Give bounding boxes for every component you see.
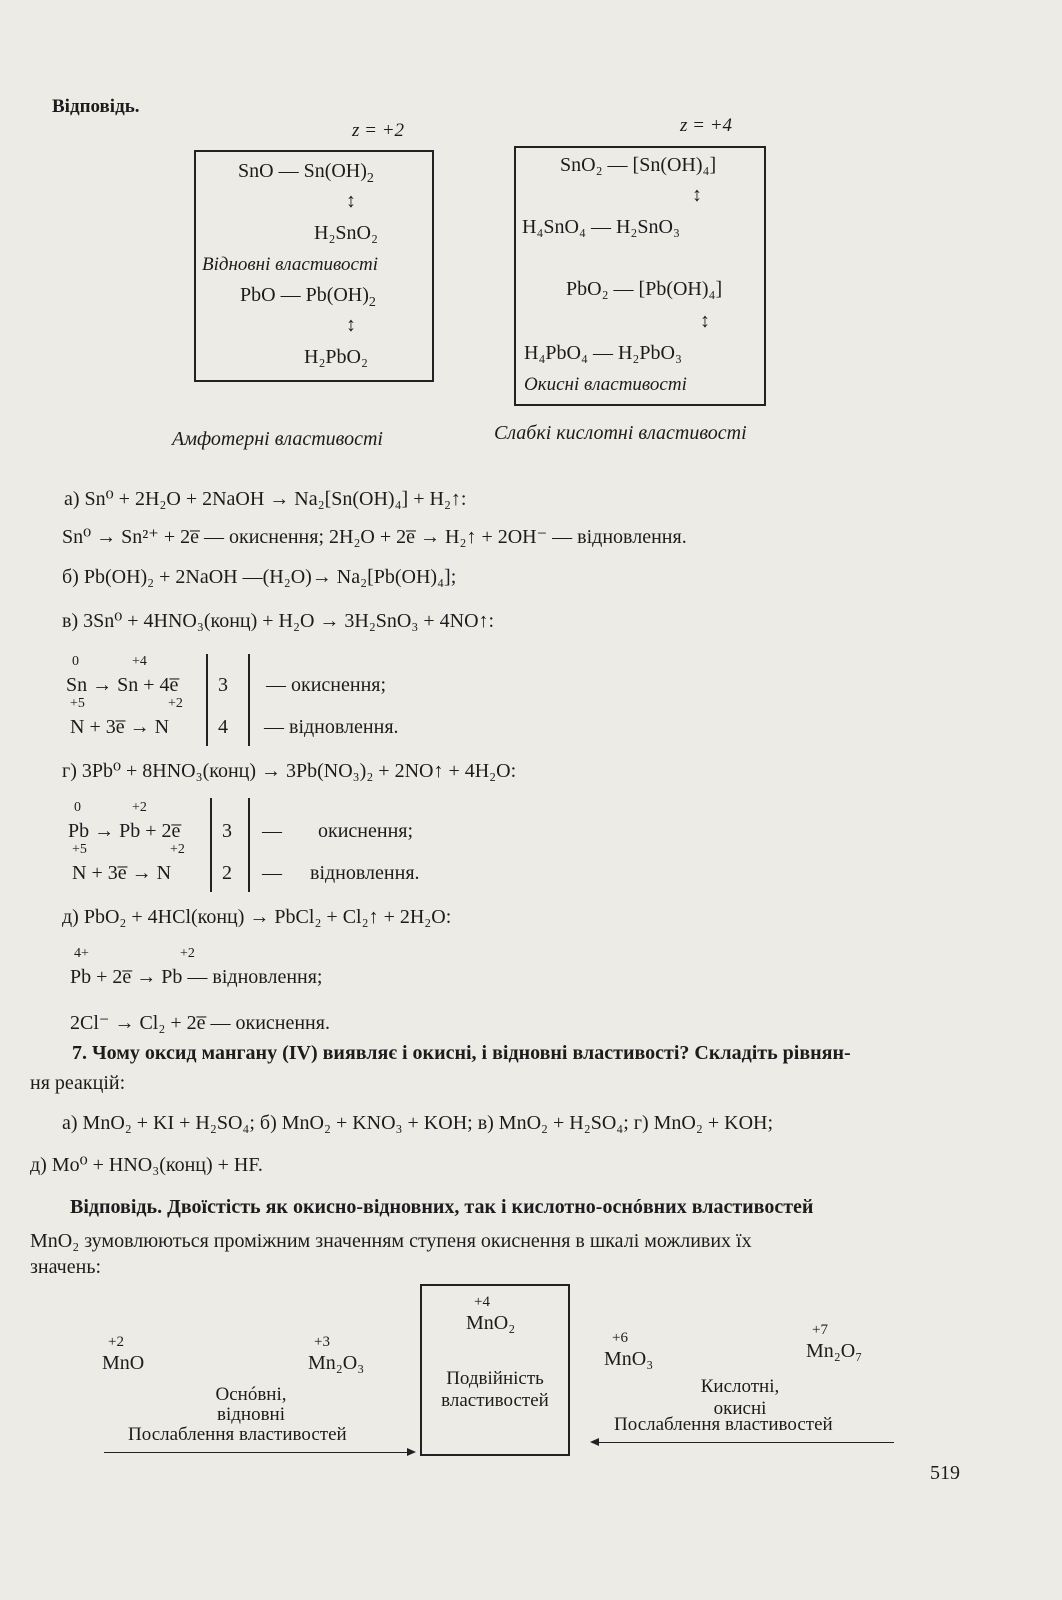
acid-label-1: Кислотні,: [700, 1376, 780, 1397]
basic-label-2: відновні: [216, 1404, 285, 1425]
answer-7-line-1: Відповідь. Двоїстість як окисно-відновних, так і кислотно-оснóвних властивостей: [70, 1196, 814, 1218]
balance-v-text-1: — окиснення;: [266, 674, 387, 696]
right-arrow-2: ↕: [700, 310, 710, 332]
right-row1: SnO₂ — [Sn(OH)₄]: [560, 154, 717, 176]
right-row3: PbO₂ — [Pb(OH)₄]: [566, 278, 723, 300]
balance-g-text-1: окиснення;: [318, 820, 414, 842]
right-props: Окисні властивості: [524, 374, 687, 395]
answer-7-line-2: MnO₂ зумовлюються проміжним значенням ступеня окиснення в шкалі можливих їх: [30, 1230, 752, 1252]
left-box: [194, 150, 434, 382]
balance-g-dash-1: —: [262, 820, 282, 842]
equation-d-oxidation: 2Cl⁻ → Cl₂ + 2e̅ — окиснення.: [70, 1012, 330, 1034]
right-caption: Слабкі кислотні властивості: [494, 422, 747, 444]
equation-a: а) Sn⁰ + 2H₂O + 2NaOH → Na₂[Sn(OH)₄] + H₂↑:: [64, 488, 467, 510]
right-row2: H₄SnO₄ — H₂SnO₃: [522, 216, 680, 238]
mno3-label: MnO₃: [604, 1348, 654, 1370]
weaken-right-arrow: [592, 1442, 894, 1443]
mno3-ox-state: +6: [612, 1330, 628, 1346]
balance-v-divider-1: [206, 654, 208, 746]
balance-v-divider-2: [248, 654, 250, 746]
left-row2: H₂SnO₂: [314, 222, 378, 244]
weaken-right-label: Послаблення властивостей: [614, 1414, 833, 1435]
balance-g-text-2: відновлення.: [310, 862, 420, 884]
balance-g-row1: 0 +2 Pb → Pb + 2e̅: [68, 800, 181, 842]
mno-label: MnO: [102, 1352, 145, 1374]
balance-g-divider-1: [210, 798, 212, 892]
weaken-left-arrow: [104, 1452, 414, 1453]
balance-g-factor-1: 3: [222, 820, 232, 842]
answer-label: Відповідь.: [52, 96, 140, 117]
acid-label-2: окисні: [713, 1398, 767, 1419]
mn2o7-label: Mn₂O₇: [806, 1340, 863, 1362]
mno2-ox-state: +4: [474, 1294, 490, 1310]
balance-v-factor-2: 4: [218, 716, 228, 738]
mn2o3-label: Mn₂O₃: [308, 1352, 365, 1374]
left-caption: Амфотерні властивості: [172, 428, 383, 450]
question-7-line-1: 7. Чому оксид мангану (IV) виявляє і окисні, і відновні властивості? Складіть рівнян-: [72, 1042, 851, 1064]
equation-a-halfreactions: Sn⁰ → Sn²⁺ + 2e̅ — окиснення; 2H₂O + 2e̅ → H₂↑ + 2OH⁻ — відновлення.: [62, 526, 687, 548]
balance-g-dash-2: —: [262, 862, 282, 884]
right-arrow-1: ↕: [692, 184, 702, 206]
equation-g: г) 3Pb⁰ + 8HNO₃(конц) → 3Pb(NO₃)₂ + 2NO↑ + 4H₂O:: [62, 760, 517, 782]
page-number: 519: [930, 1462, 960, 1484]
dual-label-1: Подвійність: [446, 1368, 544, 1389]
mno-ox-state: +2: [108, 1334, 124, 1350]
left-arrow-2: ↕: [346, 314, 356, 336]
equation-d-reduction: 4+ +2 Pb + 2e̅ → Pb — відновлення;: [70, 946, 323, 988]
left-row3: PbO — $Pb(OH)_2$: [240, 284, 376, 310]
question-7-equations-2: д) Mo⁰ + HNO₃(конц) + HF.: [30, 1154, 263, 1176]
mno2-box: [420, 1284, 570, 1456]
left-row4: H₂PbO₂: [304, 346, 368, 368]
question-7-equations-1: а) MnO₂ + KI + H₂SO₄; б) MnO₂ + KNO₃ + KOH; в) MnO₂ + H₂SO₄; г) MnO₂ + KOH;: [62, 1112, 774, 1134]
right-z-label: z = +4: [680, 115, 733, 136]
balance-g-divider-2: [248, 798, 250, 892]
balance-v-factor-1: 3: [218, 674, 228, 696]
equation-d: д) PbO₂ + 4HCl(конц) → PbCl₂ + Cl₂↑ + 2H₂O:: [62, 906, 452, 928]
left-props: Відновні властивості: [202, 254, 378, 275]
balance-v-text-2: — відновлення.: [264, 716, 399, 738]
dual-label-2: властивостей: [441, 1390, 549, 1411]
balance-g-row2: +5 +2 N + 3e̅ → N: [72, 842, 185, 884]
right-row4: H₄PbO₄ — H₂PbO₃: [524, 342, 682, 364]
mn2o3-ox-state: +3: [314, 1334, 330, 1350]
left-arrow-1: ↕: [346, 190, 356, 212]
balance-v-row1: 0 +4 Sn → Sn + 4e̅: [66, 654, 179, 696]
balance-v-row2: +5 +2 N + 3e̅ → N: [70, 696, 183, 738]
equation-b: б) Pb(OH)₂ + 2NaOH —(H₂O)→ Na₂[Pb(OH)₄];: [62, 566, 457, 588]
balance-g-factor-2: 2: [222, 862, 232, 884]
mn2o7-ox-state: +7: [812, 1322, 828, 1338]
basic-label-1: Оснóвні,: [215, 1384, 287, 1405]
equation-v: в) 3Sn⁰ + 4HNO₃(конц) + H₂O → 3H₂SnO₃ + 4NO↑:: [62, 610, 495, 632]
right-box: [514, 146, 766, 406]
answer-7-line-3: значень:: [30, 1256, 101, 1278]
left-z-label: z = +2: [352, 120, 405, 141]
weaken-left-label: Послаблення властивостей: [128, 1424, 347, 1445]
question-7-line-2: ня реакцій:: [30, 1072, 126, 1094]
left-row1: SnO — $Sn(OH)_2$: [238, 160, 374, 186]
mno2-label: MnO₂: [466, 1312, 516, 1334]
